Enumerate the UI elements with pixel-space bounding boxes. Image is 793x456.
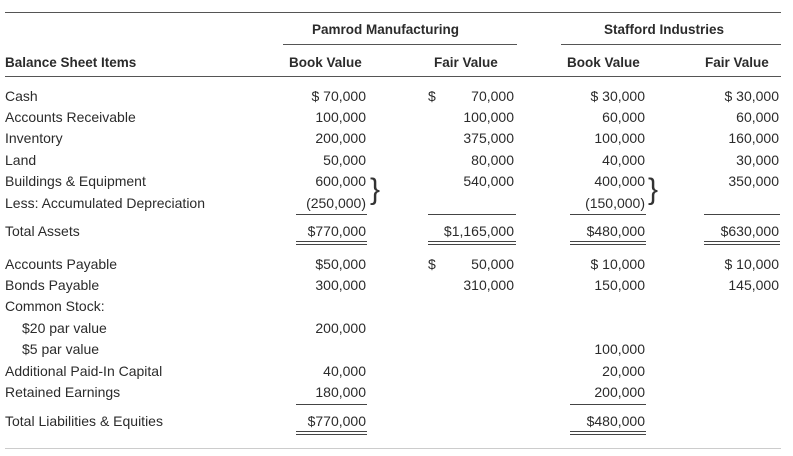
total-double-rule — [428, 244, 516, 245]
row-label: $5 par value — [22, 341, 100, 357]
pamrod-header-rule — [283, 44, 517, 45]
stafford-book-cell: 100,000 — [594, 341, 645, 357]
stafford-book-cell: 400,000 — [594, 173, 645, 189]
pamrod-book-cell: 180,000 — [315, 384, 366, 400]
row-label: Less: Accumulated Depreciation — [5, 195, 205, 211]
pamrod-fair-dollar: $ — [428, 88, 436, 104]
subtotal-rule — [296, 214, 367, 215]
total-double-rule — [570, 244, 646, 245]
row-label: Total Liabilities & Equities — [5, 413, 163, 429]
subtotal-rule — [570, 214, 646, 215]
stafford-book-cell: 40,000 — [602, 152, 645, 168]
stafford-book-cell: $480,000 — [586, 413, 645, 429]
stafford-fair-cell: $ 10,000 — [724, 256, 779, 272]
column-header-stafford-fair: Fair Value — [705, 55, 769, 70]
pamrod-fair-cell: 70,000 — [471, 88, 514, 104]
pamrod-book-cell: $ 70,000 — [311, 88, 366, 104]
subtotal-rule — [428, 214, 516, 215]
top-rule — [5, 12, 781, 13]
row-label: Land — [5, 152, 37, 168]
pamrod-fair-cell: 540,000 — [463, 173, 514, 189]
brace-stafford: } — [648, 173, 659, 206]
pamrod-fair-cell: 375,000 — [463, 130, 514, 146]
company-header-stafford: Stafford Industries — [604, 22, 725, 37]
subtotal-rule — [570, 404, 646, 405]
stafford-header-rule — [561, 44, 781, 45]
stafford-book-cell: (150,000) — [585, 195, 645, 211]
row-label: Total Assets — [5, 223, 80, 239]
stafford-book-cell: 20,000 — [602, 363, 645, 379]
stafford-book-cell: $480,000 — [586, 223, 645, 239]
pamrod-book-cell: $770,000 — [307, 413, 366, 429]
stafford-fair-cell: $630,000 — [720, 223, 779, 239]
subtotal-rule — [296, 404, 367, 405]
total-double-rule — [296, 431, 367, 432]
stafford-book-cell: 60,000 — [602, 109, 645, 125]
column-header-stafford-book: Book Value — [567, 55, 640, 70]
stafford-book-cell: 100,000 — [594, 130, 645, 146]
total-double-rule — [570, 434, 646, 435]
pamrod-book-cell: 200,000 — [315, 130, 366, 146]
stafford-fair-cell: 30,000 — [736, 152, 779, 168]
pamrod-fair-cell: 80,000 — [471, 152, 514, 168]
total-double-rule — [296, 244, 367, 245]
company-header-pamrod: Pamrod Manufacturing — [312, 22, 460, 37]
pamrod-book-cell: 40,000 — [323, 363, 366, 379]
total-double-rule — [296, 434, 367, 435]
total-double-rule — [570, 241, 646, 242]
total-double-rule — [296, 241, 367, 242]
total-double-rule — [704, 244, 780, 245]
stafford-book-cell: 150,000 — [594, 277, 645, 293]
column-header-items: Balance Sheet Items — [5, 55, 137, 70]
row-label: Cash — [5, 88, 38, 104]
stafford-book-cell: $ 10,000 — [590, 256, 645, 272]
row-label: Accounts Payable — [5, 256, 118, 272]
pamrod-book-cell: 600,000 — [315, 173, 366, 189]
stafford-book-cell: $ 30,000 — [590, 88, 645, 104]
pamrod-book-cell: 200,000 — [315, 320, 366, 336]
row-label: Accounts Receivable — [5, 109, 136, 125]
row-label: Additional Paid-In Capital — [5, 363, 163, 379]
row-label: $20 par value — [22, 320, 107, 336]
column-header-rule — [5, 76, 781, 77]
row-label: Bonds Payable — [5, 277, 100, 293]
bottom-rule — [5, 448, 781, 449]
pamrod-fair-cell: 310,000 — [463, 277, 514, 293]
row-label: Buildings & Equipment — [5, 173, 146, 189]
pamrod-book-cell: (250,000) — [306, 195, 366, 211]
stafford-fair-cell: 145,000 — [728, 277, 779, 293]
row-label: Inventory — [5, 130, 63, 146]
row-label: Common Stock: — [5, 298, 105, 314]
pamrod-book-cell: 50,000 — [323, 152, 366, 168]
pamrod-book-cell: $770,000 — [307, 223, 366, 239]
total-double-rule — [570, 431, 646, 432]
stafford-fair-cell: $ 30,000 — [724, 88, 779, 104]
brace-pamrod: } — [370, 173, 381, 206]
pamrod-book-cell: 100,000 — [315, 109, 366, 125]
column-header-pamrod-book: Book Value — [289, 55, 362, 70]
stafford-fair-cell: 60,000 — [736, 109, 779, 125]
row-label: Retained Earnings — [5, 384, 121, 400]
stafford-fair-cell: 160,000 — [728, 130, 779, 146]
pamrod-fair-cell: 50,000 — [471, 256, 514, 272]
total-double-rule — [428, 241, 516, 242]
subtotal-rule — [704, 214, 780, 215]
stafford-fair-cell: 350,000 — [728, 173, 779, 189]
column-header-pamrod-fair: Fair Value — [434, 55, 498, 70]
stafford-book-cell: 200,000 — [594, 384, 645, 400]
total-double-rule — [704, 241, 780, 242]
pamrod-book-cell: $50,000 — [315, 256, 366, 272]
pamrod-fair-cell: $1,165,000 — [443, 223, 514, 239]
pamrod-fair-cell: 100,000 — [463, 109, 514, 125]
pamrod-fair-dollar: $ — [428, 256, 436, 272]
pamrod-book-cell: 300,000 — [315, 277, 366, 293]
